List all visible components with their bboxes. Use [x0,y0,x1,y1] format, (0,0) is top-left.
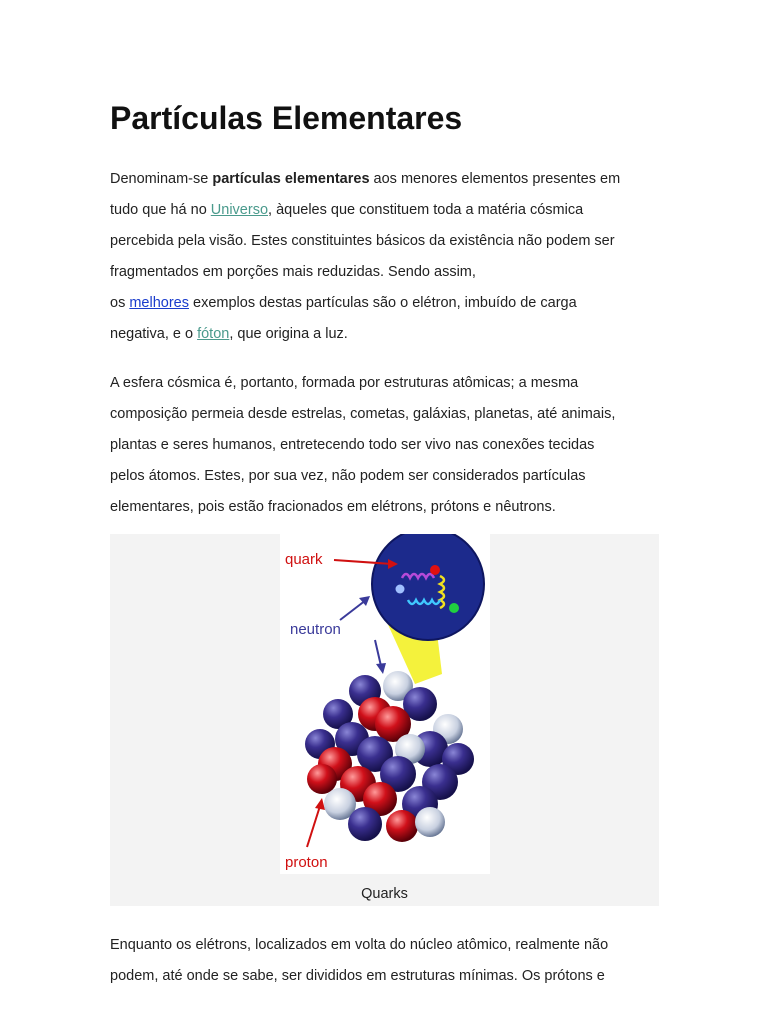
text-line: percebida pela visão. Estes constituintes básicos da existência não podem ser [110,233,615,249]
text-line: composição permeia desde estrelas, cometas, galáxias, planetas, até animais, [110,406,616,422]
bold-term: partículas elementares [212,171,370,187]
nucleus-illustration [280,534,490,874]
text: , àqueles que constituem toda a matéria cósmica [268,202,584,218]
link-melhores[interactable]: melhores [129,295,189,311]
paragraph-3 [110,930,670,992]
text-line: pelos átomos. Estes, por sua vez, não podem ser considerados partículas [110,468,586,484]
paragraph-2 [110,368,670,523]
link-universo[interactable]: Universo [210,202,269,218]
text: exemplos destas partículas são o elétron, imbuído de carga [188,295,577,311]
paragraph-1 [110,164,670,350]
text: tudo que há no [110,202,211,218]
text-line: elementares, pois estão fracionados em elétrons, prótons e nêutrons. [110,499,556,515]
label-proton: proton [285,854,328,871]
text: os [110,295,130,311]
text: , que origina a luz. [229,326,348,342]
label-neutron: neutron [290,621,341,638]
text-line: fragmentados em porções mais reduzidas. Sendo assim, [110,264,476,280]
text-line: podem, até onde se sabe, ser divididos em estruturas mínimas. Os prótons e [110,968,605,984]
text-line: Enquanto os elétrons, localizados em volta do núcleo atômico, realmente não [110,937,609,953]
text: negativa, e o [110,326,198,342]
text: Denominam-se [110,171,213,187]
atom-nucleus-image [280,534,490,874]
page-title: Partículas Elementares [110,100,463,136]
figure-quarks [110,534,659,906]
text-line: A esfera cósmica é, portanto, formada por estruturas atômicas; a mesma [110,375,579,391]
text: aos menores elementos presentes em [369,171,621,187]
text-line: plantas e seres humanos, entretecendo todo ser vivo nas conexões tecidas [110,437,595,453]
label-quark: quark [285,551,323,568]
link-foton[interactable]: fóton [197,326,230,342]
figure-caption: Quarks [361,886,408,902]
